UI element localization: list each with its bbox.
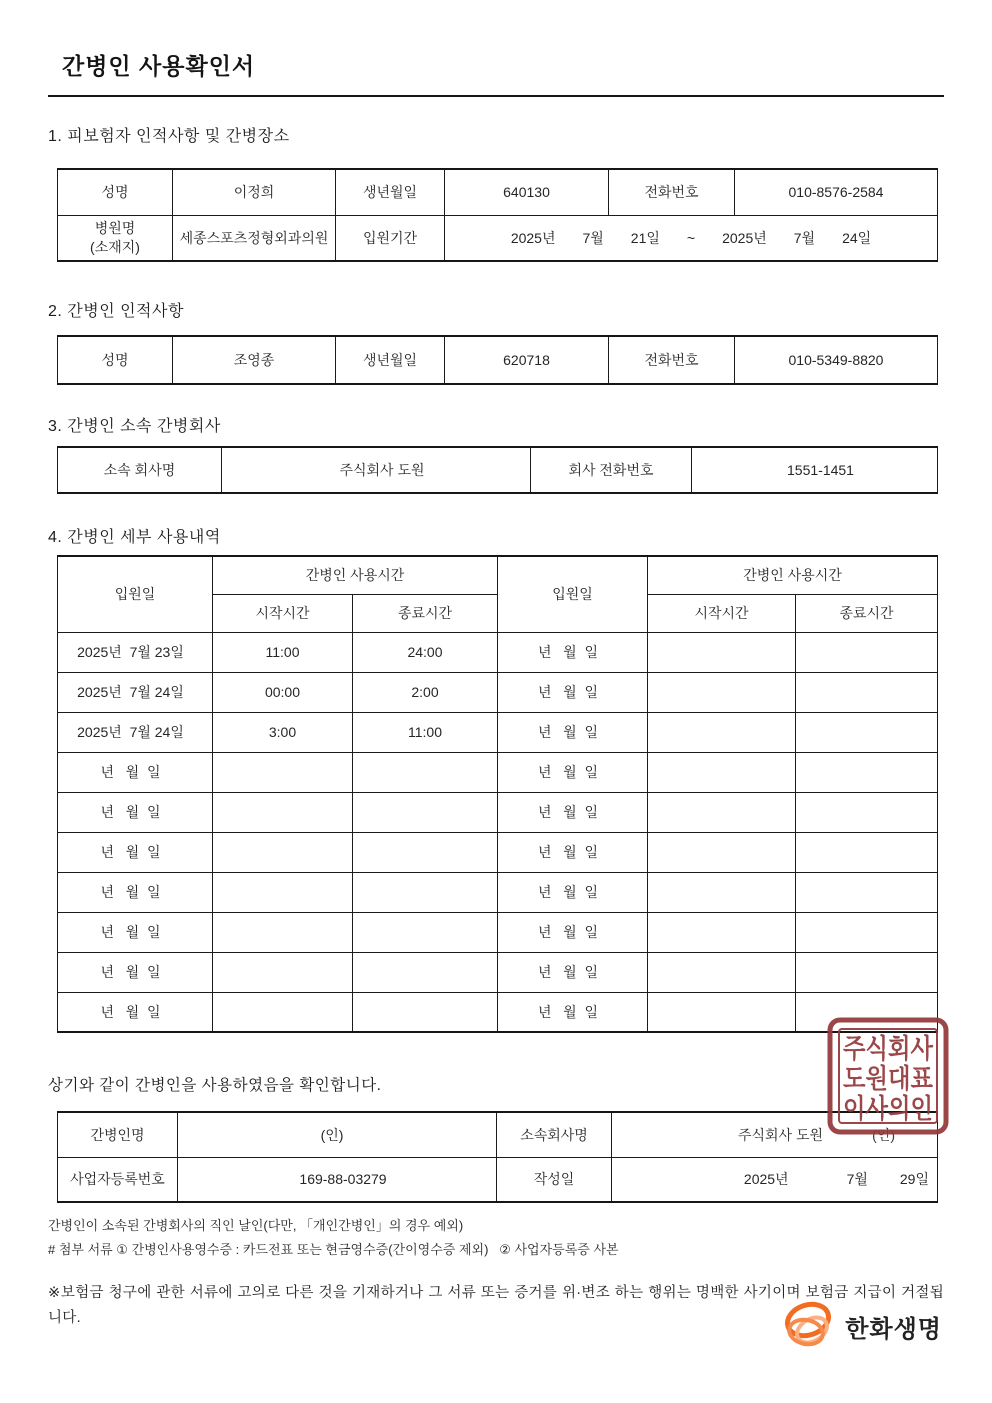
usage-row [58, 672, 938, 712]
period-label-cell: 입원기간 [336, 215, 445, 261]
written-date-day: 29일 [899, 1171, 929, 1188]
company-name: 주식회사 도원 [737, 1126, 824, 1143]
care-company-table [57, 446, 938, 494]
admission-date-cell: 년 월 일 [58, 912, 213, 952]
caregiver-row [58, 336, 938, 384]
confirmation-statement: 상기와 같이 간병인을 사용하였음을 확인합니다. [48, 1077, 382, 1094]
start-time-cell [213, 992, 353, 1032]
start-time-cell [648, 672, 796, 712]
start-time-header: 시작시간 [648, 594, 796, 632]
admission-date-cell: 년 월 일 [58, 872, 213, 912]
end-time-cell: 24:00 [353, 632, 498, 672]
start-time-cell [213, 872, 353, 912]
admission-date-cell: 년 월 일 [498, 792, 648, 832]
start-time-cell [648, 632, 796, 672]
phone-value-cell: 010-5349-8820 [735, 336, 938, 384]
end-time-cell [353, 992, 498, 1032]
admission-period [445, 228, 937, 248]
period-from-day: 21일 [630, 229, 660, 246]
birth-label-cell: 생년월일 [336, 169, 445, 215]
section-2-heading: 2. 간병인 인적사항 [48, 303, 184, 320]
seal-text-row2: 도원대표 [843, 1064, 948, 1094]
end-time-cell [796, 992, 938, 1032]
company-phone-label-cell: 회사 전화번호 [531, 447, 692, 493]
name-value-cell: 조영종 [173, 336, 336, 384]
usage-row [58, 632, 938, 672]
admission-date-cell: 년 월 일 [498, 872, 648, 912]
start-time-cell [213, 752, 353, 792]
page-title: 간병인 사용확인서 [62, 53, 256, 79]
usage-row [58, 832, 938, 872]
admission-date-cell: 년 월 일 [498, 752, 648, 792]
end-time-cell [796, 792, 938, 832]
admission-date-cell: 년 월 일 [498, 712, 648, 752]
admission-date-header: 입원일 [58, 556, 213, 632]
written-date [612, 1169, 937, 1189]
end-time-cell [353, 952, 498, 992]
usage-row [58, 752, 938, 792]
usage-time-header: 간병인 사용시간 [648, 556, 938, 594]
start-time-cell [648, 912, 796, 952]
fraud-warning-text: ※보험금 청구에 관한 서류에 고의로 다른 것을 기재하거나 그 서류 또는 증거를 위·변조 하는 행위는 명백한 사기이며 보험금 지급이 거절됩니다. [48, 1285, 944, 1326]
start-time-cell [213, 792, 353, 832]
admission-date-cell: 2025년 7월 23일 [58, 632, 213, 672]
section-3-heading: 3. 간병인 소속 간병회사 [48, 418, 221, 435]
period-to-month: 7월 [793, 229, 816, 246]
hospital-label-cell [58, 215, 173, 261]
start-time-cell [213, 912, 353, 952]
section-1-heading: 1. 피보험자 인적사항 및 간병장소 [48, 128, 290, 145]
end-time-header: 종료시간 [353, 594, 498, 632]
name-label-cell: 성명 [58, 336, 173, 384]
company-value-cell: 주식회사 도원 [222, 447, 531, 493]
admission-date-cell: 년 월 일 [498, 952, 648, 992]
hanwha-life-logo [781, 1300, 942, 1352]
start-time-cell [648, 792, 796, 832]
signature-table [57, 1111, 938, 1203]
title-wrap [0, 0, 992, 81]
signature-row-2 [58, 1157, 938, 1202]
admission-date-cell: 년 월 일 [498, 912, 648, 952]
end-time-cell [796, 912, 938, 952]
admission-date-cell: 년 월 일 [498, 632, 648, 672]
start-time-cell [648, 752, 796, 792]
phone-value-cell: 010-8576-2584 [735, 169, 938, 215]
caregiver-info-table [57, 335, 938, 385]
usage-row [58, 952, 938, 992]
business-reg-label-cell: 사업자등록번호 [58, 1157, 178, 1202]
admission-date-cell: 2025년 7월 24일 [58, 712, 213, 752]
start-time-cell [648, 872, 796, 912]
seal-text-row3: 이사의인 [843, 1094, 948, 1124]
admission-date-cell: 년 월 일 [58, 792, 213, 832]
usage-time-header: 간병인 사용시간 [213, 556, 498, 594]
insured-row-2 [58, 215, 938, 261]
hospital-value-cell: 세종스포츠정형외과의원 [173, 215, 336, 261]
birth-value-cell: 640130 [445, 169, 609, 215]
end-time-cell [796, 712, 938, 752]
usage-row [58, 712, 938, 752]
phone-label-cell: 전화번호 [609, 169, 735, 215]
name-value-cell: 이정희 [173, 169, 336, 215]
note-line-1: 간병인이 소속된 간병회사의 직인 날인(다만, 「개인간병인」의 경우 예외) [48, 1218, 464, 1233]
end-time-cell: 11:00 [353, 712, 498, 752]
usage-header-row-1 [58, 556, 938, 594]
signature-row-1 [58, 1112, 938, 1157]
end-time-cell [353, 752, 498, 792]
name-label-cell: 성명 [58, 169, 173, 215]
section-4-heading: 4. 간병인 세부 사용내역 [48, 529, 221, 546]
end-time-cell [796, 952, 938, 992]
admission-date-cell: 년 월 일 [58, 752, 213, 792]
period-separator: ~ [686, 229, 696, 246]
caregiver-seal-cell: (인) [178, 1112, 497, 1157]
admission-date-cell: 2025년 7월 24일 [58, 672, 213, 712]
usage-detail-table [57, 555, 938, 1033]
start-time-cell: 11:00 [213, 632, 353, 672]
start-time-cell: 3:00 [213, 712, 353, 752]
written-date-value-cell [612, 1157, 938, 1202]
admission-date-header: 입원일 [498, 556, 648, 632]
usage-row [58, 992, 938, 1032]
birth-value-cell: 620718 [445, 336, 609, 384]
hanwha-circles-icon [781, 1300, 837, 1352]
hospital-label-line2: (소재지) [90, 238, 140, 255]
end-time-cell [796, 672, 938, 712]
period-to-year: 2025년 [722, 229, 767, 246]
end-time-cell [796, 752, 938, 792]
company-label-cell: 소속 회사명 [58, 447, 222, 493]
written-date-year: 2025년 [743, 1171, 789, 1188]
phone-label-cell: 전화번호 [609, 336, 735, 384]
admission-date-cell: 년 월 일 [498, 832, 648, 872]
company-phone-value-cell: 1551-1451 [692, 447, 938, 493]
caregiver-name-label-cell: 간병인명 [58, 1112, 178, 1157]
end-time-cell [353, 912, 498, 952]
start-time-cell [648, 992, 796, 1032]
hospital-label-line1: 병원명 [94, 219, 136, 236]
period-value-cell [445, 215, 938, 261]
period-from-year: 2025년 [510, 229, 556, 246]
end-time-cell [353, 832, 498, 872]
birth-label-cell: 생년월일 [336, 336, 445, 384]
start-time-cell [213, 832, 353, 872]
title-divider [48, 95, 944, 97]
start-time-cell: 00:00 [213, 672, 353, 712]
period-from-month: 7월 [582, 229, 604, 246]
admission-date-cell: 년 월 일 [58, 832, 213, 872]
insured-row-1 [58, 169, 938, 215]
end-time-cell [796, 832, 938, 872]
usage-row [58, 792, 938, 832]
written-date-month: 7월 [846, 1171, 868, 1188]
admission-date-cell: 년 월 일 [58, 952, 213, 992]
admission-date-cell: 년 월 일 [498, 992, 648, 1032]
usage-row [58, 912, 938, 952]
note-line-2: # 첨부 서류 ① 간병인사용영수증 : 카드전표 또는 현금영수증(간이영수증 제외) ② 사업자등록증 사본 [48, 1242, 619, 1257]
end-time-cell: 2:00 [353, 672, 498, 712]
seal-text-row1: 주식회사 [843, 1034, 948, 1064]
start-time-cell [648, 832, 796, 872]
admission-date-cell: 년 월 일 [58, 992, 213, 1032]
start-time-cell [648, 952, 796, 992]
end-time-cell [796, 632, 938, 672]
insured-info-table [57, 168, 938, 262]
company-value-cell [612, 1112, 938, 1157]
end-time-cell [796, 872, 938, 912]
end-time-header: 종료시간 [796, 594, 938, 632]
logo-text: 한화생명 [845, 1315, 942, 1343]
end-time-cell [353, 792, 498, 832]
end-time-cell [353, 872, 498, 912]
start-time-cell [213, 952, 353, 992]
business-reg-value-cell: 169-88-03279 [178, 1157, 497, 1202]
company-label-cell: 소속회사명 [497, 1112, 612, 1157]
company-seal-mark: (인) [872, 1126, 895, 1143]
usage-row [58, 872, 938, 912]
start-time-header: 시작시간 [213, 594, 353, 632]
admission-date-cell: 년 월 일 [498, 672, 648, 712]
period-to-day: 24일 [842, 229, 872, 246]
care-company-row [58, 447, 938, 493]
written-date-label-cell: 작성일 [497, 1157, 612, 1202]
start-time-cell [648, 712, 796, 752]
